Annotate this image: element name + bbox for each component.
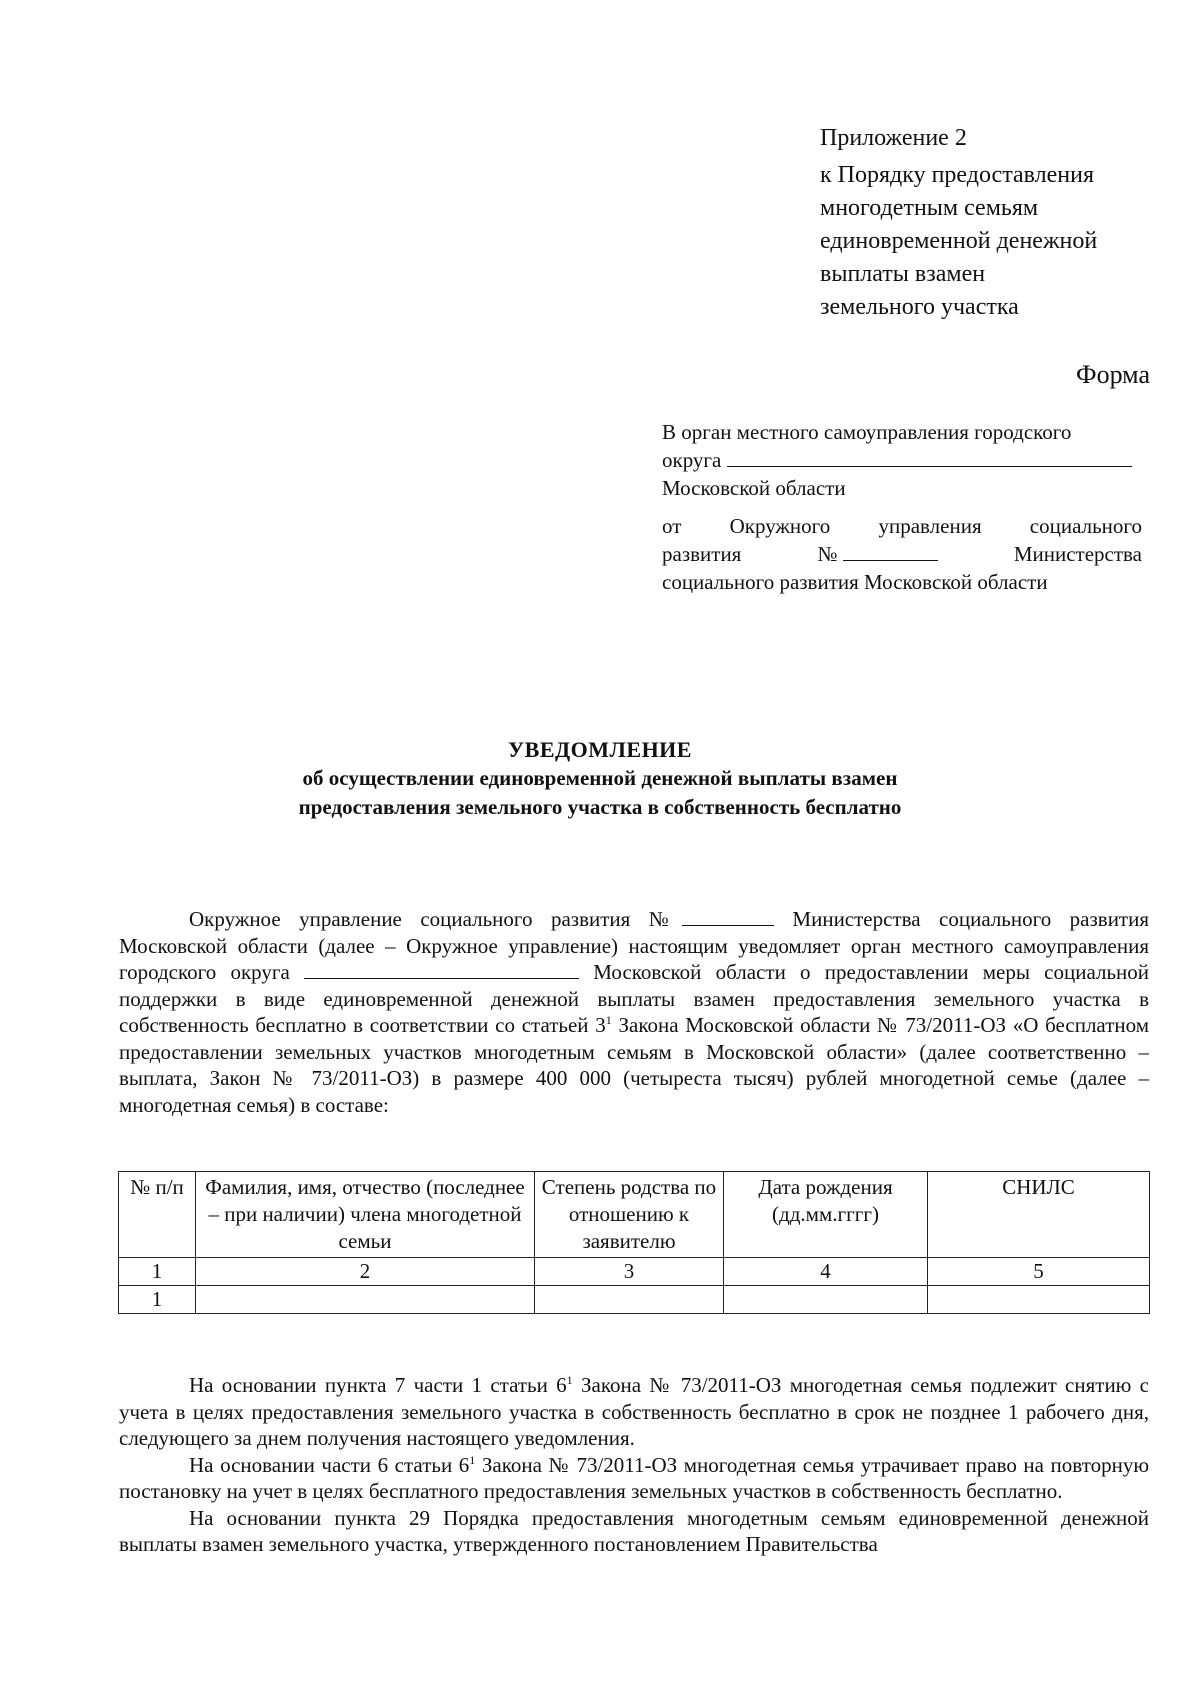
table-cell: 2 [196, 1258, 535, 1286]
closing-section [119, 1372, 1149, 1558]
number-sign: № [817, 542, 838, 566]
table-cell: 1 [119, 1258, 196, 1286]
intro-text-a: Окружное управление социального развития № [189, 907, 682, 931]
header-fio: Фамилия, имя, отчество (последнее – при наличии) члена многодетной семьи [196, 1172, 535, 1258]
intro-text-d: Закона Московской области № 73/2011-ОЗ «О бесплатном предоставлении земельных участков многодетным семьям в Московской области» (далее соответственно – выплата, Закон № 73/2011-ОЗ) в размере 400 000 (четыреста тысяч) рублей многодетной семье (далее – многодетная семья) в составе: [119, 1013, 1150, 1117]
title-main: УВЕДОМЛЕНИЕ [508, 737, 692, 762]
okrug-label: округа [662, 448, 722, 472]
appendix-line: земельного участка [820, 294, 1019, 320]
from-razvitiya: развития [662, 542, 742, 566]
closing-sup: 1 [469, 1452, 476, 1467]
closing-text: На основании пункта 7 части 1 статьи 6 [189, 1373, 567, 1397]
table-cell: 3 [535, 1258, 724, 1286]
addressee-okrug-line [662, 446, 1142, 474]
table-cell: 5 [928, 1258, 1150, 1286]
title-sub: предоставления земельного участка в собственность бесплатно [298, 795, 902, 819]
appendix-number: Приложение 2 [820, 125, 967, 151]
addressee-region: Московской области [662, 476, 846, 500]
table-cell: 1 [119, 1286, 196, 1314]
okrug-blank[interactable] [727, 448, 1132, 467]
from-number [817, 540, 937, 568]
intro-okrug-blank[interactable] [304, 960, 579, 979]
table-cell-relation[interactable] [535, 1286, 724, 1314]
closing-paragraph-3: На основании пункта 29 Порядка предоставления многодетным семьям единовременной денежной выплаты взамен земельного участка, утвержденного постановлением Правительства [119, 1505, 1149, 1556]
table-cell-fio[interactable] [196, 1286, 535, 1314]
appendix-line: единовременной денежной [820, 228, 1098, 254]
table-header-row [119, 1172, 1150, 1258]
intro-text-b: Министерства социального развития Московской области (далее – Окружное управление) настоящим уведомляет орган местного самоуправления городского округа [119, 907, 1150, 984]
appendix-line: многодетным семьям [820, 195, 1039, 221]
appendix-line: к Порядку предоставления [820, 162, 1095, 188]
closing-paragraph-2 [119, 1452, 1149, 1505]
addressee-block [662, 418, 1142, 596]
table-row [119, 1286, 1150, 1314]
family-members-table [118, 1171, 1150, 1314]
intro-number-blank[interactable] [682, 907, 774, 926]
closing-text: На основании части 6 статьи 6 [189, 1452, 470, 1477]
table-cell: 4 [724, 1258, 928, 1286]
intro-sup: 1 [605, 1013, 612, 1027]
addressee-to-line: В орган местного самоуправления городского [662, 420, 1072, 444]
department-number-blank[interactable] [843, 542, 938, 561]
appendix-line: выплаты взамен [820, 261, 986, 287]
closing-text: Закона № 73/2011-ОЗ многодетная семья подлежит снятию с учета в целях предоставления земельного участка в собственность бесплатно в срок не позднее 1 рабочего дня, следующего за днем получения настоящего уведомления. [119, 1373, 1149, 1450]
intro-section [119, 906, 1149, 1118]
table-numbering-row [119, 1258, 1150, 1286]
document-title [0, 735, 1200, 822]
closing-sup: 1 [566, 1373, 573, 1387]
header-birthdate: Дата рождения (дд.мм.гггг) [724, 1172, 928, 1258]
addressee-from-line: от Окружного управления социального [662, 514, 1142, 538]
appendix-header [820, 122, 1180, 324]
intro-paragraph [119, 906, 1149, 1118]
table-cell-snils[interactable] [928, 1286, 1150, 1314]
header-snils: СНИЛС [928, 1172, 1150, 1258]
closing-text: Закона № 73/2011-ОЗ многодетная семья утрачивает право на повторную постановку на учет в целях бесплатного предоставления земельных участков в собственность бесплатно. [119, 1452, 1150, 1503]
table-cell-birthdate[interactable] [724, 1286, 928, 1314]
from-ministry: Министерства [1013, 542, 1142, 566]
title-sub: об осуществлении единовременной денежной выплаты взамен [302, 766, 898, 790]
addressee-from-line3: социального развития Московской области [662, 570, 1048, 594]
header-relation: Степень родства по отношению к заявителю [535, 1172, 724, 1258]
addressee-from-line2 [662, 540, 1142, 568]
intro-text-c: Московской области о предоставлении меры социальной поддержки в виде единовременной денежной выплаты взамен предоставления земельного участка в собственность бесплатно в соответствии со статьей 3 [119, 960, 1150, 1037]
closing-paragraph-1 [119, 1372, 1149, 1452]
form-label: Форма [1076, 360, 1150, 389]
header-num: № п/п [119, 1172, 196, 1258]
